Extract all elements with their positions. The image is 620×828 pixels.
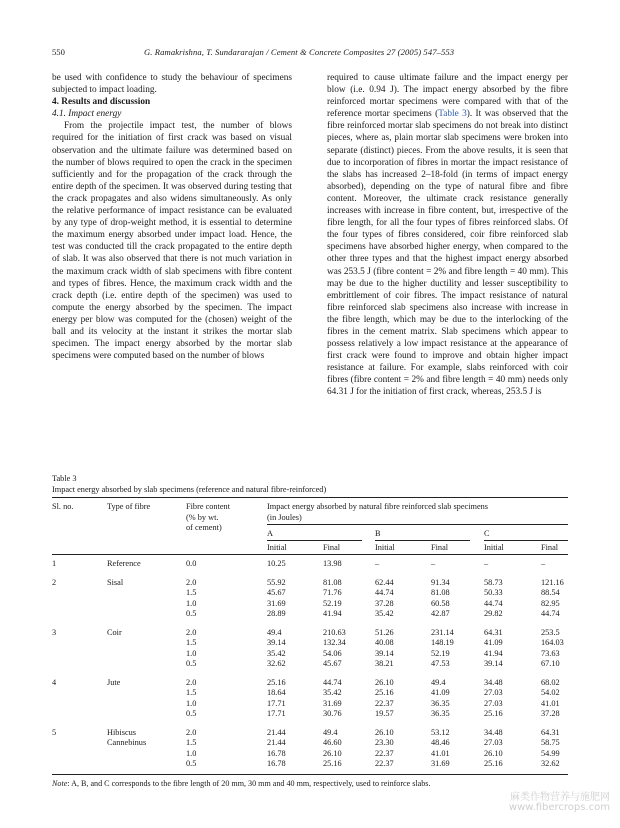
sl-no-cell: 3 (52, 627, 57, 637)
table-cell: 26.10 (375, 677, 394, 687)
table-cell: 27.03 (484, 698, 503, 708)
table-cell: 52.19 (431, 648, 450, 658)
header-rule-a (267, 540, 362, 541)
table-cell: 62.44 (375, 577, 394, 587)
header-rule-energy (267, 524, 568, 525)
table-cell: 27.03 (484, 738, 503, 747)
results-text-part1: required to cause ultimate failure and the impact energy per blow (i.e. 0.94 J). The impact energy absorbed by the fibre reinforced mortar specimens were compared with that of the reference mortar specimens ( (327, 73, 568, 120)
table-cell: 48.46 (431, 738, 450, 747)
table-cell: 73.63 (541, 648, 560, 658)
col-header-group-a: A (267, 529, 273, 538)
table-cell: 1.5 (186, 688, 197, 697)
watermark-cn: 麻类作物营养与施肥网 (510, 792, 610, 803)
col-header-energy-2: (in Joules) (267, 512, 302, 522)
table-cell: 36.35 (431, 698, 450, 708)
table-cell: 26.10 (323, 748, 342, 758)
header-rule-b (375, 540, 470, 541)
col-header-content-2: (% by wt. (186, 512, 219, 522)
table-cell: – (541, 559, 546, 568)
table-cell: – (375, 559, 380, 568)
table-cell: 35.42 (323, 688, 342, 697)
table-cell: 31.69 (323, 698, 342, 708)
table-cell: 81.08 (431, 588, 450, 597)
table-cell: 41.94 (323, 609, 342, 618)
header-rule-c (484, 540, 568, 541)
watermark-url: www.fibercrops.com (508, 802, 610, 813)
table-cell: 31.69 (431, 759, 450, 768)
table-cell: 41.09 (484, 638, 503, 647)
fibre-type-cell: Sisal (107, 577, 124, 587)
table-cell: 2.0 (186, 577, 197, 587)
page-number: 550 (52, 47, 65, 57)
col-header-a-initial: Initial (267, 543, 287, 552)
table-cell: 0.5 (186, 659, 197, 668)
table-cell: 41.94 (484, 648, 503, 658)
impact-energy-paragraph: From the projectile impact test, the number of blows required for the initiation of first crack was based on visual observation and the ultimate failure was determined based on the number of blows required to open the crack in the specimen sufficiently and for the propagation of the crack through the entire depth of the specimen. It was observed during testing that the crack propagates and also widens simultaneously. As only the relative performance of impact resistance can be evaluated by any type of drop-weight method, it is essential to determine the maximum energy absorbed under impact load. Hence, the test was conducted till the crack propagated to the entire depth of slab. It was also observed that there is not much variation in the maximum crack width of slab specimens with fibre content and types of fibres. Hence, the maximum crack width and the crack depth (i.e. entire depth of the specimen) was used to compute the energy absorbed by the specimen. The impact energy per blow was computed for the (chosen) weight of the ball and its velocity at the instant it strikes the mortar slab specimen. The impact energy absorbed by the mortar slab specimens were computed based on the number of blows (52, 121, 292, 362)
table-cell: 35.42 (267, 648, 286, 658)
sl-no-cell: 2 (52, 577, 57, 587)
table-cell: 67.10 (541, 659, 560, 668)
table-cell: 16.78 (267, 748, 286, 758)
table-cell: 49.4 (431, 677, 446, 687)
table-cell: 58.75 (541, 738, 560, 747)
table-cell: 41.09 (431, 688, 450, 697)
intro-paragraph: be used with confidence to study the behaviour of specimens subjected to impact loading. (52, 73, 292, 96)
table-cell: 39.14 (375, 648, 394, 658)
table-cell: 253.5 (541, 627, 560, 637)
table-cell: 16.78 (267, 759, 286, 768)
table-cell: 32.62 (541, 759, 560, 768)
results-paragraph (327, 72, 568, 399)
table-cell: 148.19 (431, 638, 454, 647)
table-cell: 36.35 (431, 709, 450, 718)
table-3 (52, 473, 568, 788)
table-cell: 44.74 (375, 588, 394, 597)
table-cell: 25.16 (323, 759, 342, 768)
table-cell: 46.60 (323, 738, 342, 747)
col-header-content-3: of cement) (186, 523, 222, 532)
table-cell: 44.74 (323, 677, 342, 687)
table-cell: 71.76 (323, 588, 342, 597)
table-cell: 35.42 (375, 609, 394, 618)
table-cell: 53.12 (431, 727, 450, 737)
col-header-c-final: Final (541, 543, 559, 552)
table-cell: 1.0 (186, 648, 197, 658)
header-bottom-rule (52, 554, 568, 555)
table-cell: 30.76 (323, 709, 342, 718)
table-cell: 50.33 (484, 588, 503, 597)
table-cell: 37.28 (541, 709, 560, 718)
fibre-type-cell: Coir (107, 627, 122, 637)
note-label: Note (52, 778, 68, 788)
table-cell: 34.48 (484, 677, 503, 687)
col-header-content-1: Fibre content (186, 502, 231, 511)
table-cell: 22.37 (375, 759, 394, 768)
col-header-c-initial: Initial (484, 543, 504, 552)
table-cell: 25.16 (484, 709, 503, 718)
table-3-link[interactable]: Table 3 (438, 109, 467, 120)
table-cell: 31.69 (267, 598, 286, 608)
page-header (52, 47, 568, 59)
fibre-type-cell: Hibiscus (107, 727, 137, 737)
table-cell: 25.16 (267, 677, 286, 687)
table-cell: 47.53 (431, 659, 450, 668)
table-cell: 44.74 (484, 598, 503, 608)
subsection-heading: 4.1. Impact energy (52, 109, 122, 120)
table-cell: 1.0 (186, 748, 197, 758)
section-heading: 4. Results and discussion (52, 97, 151, 108)
table-cell: 2.0 (186, 727, 197, 737)
table-cell: 32.62 (267, 659, 286, 668)
table-cell: 64.31 (541, 727, 560, 737)
table-cell: 25.16 (375, 688, 394, 697)
table-cell: 1.0 (186, 698, 197, 708)
running-title: G. Ramakrishna, T. Sundararajan / Cement & Concrete Composites 27 (2005) 547–553 (144, 47, 455, 57)
table-cell: 49.4 (267, 627, 282, 637)
left-column (52, 72, 292, 362)
sl-no-cell: 1 (52, 559, 57, 568)
table-cell: 0.0 (186, 559, 197, 568)
table-cell: 54.06 (323, 648, 342, 658)
table-cell: 51.26 (375, 627, 394, 637)
col-header-b-final: Final (431, 543, 449, 552)
table-cell: 39.14 (267, 638, 286, 647)
col-header-sl-no: Sl. no. (52, 502, 74, 511)
fibre-type-cell: Cannebinus (107, 738, 147, 747)
table-cell: 22.37 (375, 748, 394, 758)
table-cell: 37.28 (375, 598, 394, 608)
table-cell: 21.44 (267, 738, 286, 747)
col-header-a-final: Final (323, 543, 341, 552)
col-header-energy-1: Impact energy absorbed by natural fibre reinforced slab specimens (267, 502, 489, 511)
table-cell: – (484, 559, 489, 568)
table-cell: 132.34 (323, 638, 346, 647)
table-cell: 88.54 (541, 588, 560, 597)
table-cell: 52.19 (323, 598, 342, 608)
table-cell: 0.5 (186, 759, 197, 768)
table-cell: 49.4 (323, 727, 338, 737)
table-cell: 2.0 (186, 627, 197, 637)
table-cell: 39.14 (484, 659, 503, 668)
table-bottom-rule (52, 774, 568, 775)
table-cell: 41.01 (431, 748, 450, 758)
table-cell: 17.71 (267, 709, 286, 718)
table-cell: 2.0 (186, 677, 197, 687)
table-cell: 21.44 (267, 727, 286, 737)
table-cell: 45.67 (267, 588, 286, 597)
table-cell: 82.95 (541, 598, 560, 608)
note-text: : A, B, and C corresponds to the fibre length of 20 mm, 30 mm and 40 mm, respectively, used to reinforce slabs. (67, 778, 431, 788)
table-cell: 45.67 (323, 659, 342, 668)
table-cell: 26.10 (375, 727, 394, 737)
col-header-type: Type of fibre (107, 502, 151, 511)
fibre-type-cell: Reference (107, 559, 141, 568)
table-label: Table 3 (52, 474, 77, 483)
table-cell: 121.16 (541, 577, 564, 587)
table-cell: 29.82 (484, 609, 503, 618)
table-cell: 25.16 (484, 759, 503, 768)
col-header-group-c: C (484, 529, 490, 538)
table-cell: 26.10 (484, 748, 503, 758)
table-cell: 1.5 (186, 588, 197, 597)
table-cell: 1.5 (186, 638, 197, 647)
table-cell: 19.57 (375, 709, 394, 718)
table-cell: 64.31 (484, 627, 503, 637)
table-cell: 28.89 (267, 609, 286, 618)
table-caption: Impact energy absorbed by slab specimens (reference and natural fibre-reinforced) (52, 485, 327, 494)
table-cell: 42.87 (431, 609, 450, 618)
results-text-part2: ). It was observed that the fibre reinforced mortar slab specimens do not break into distinct pieces, where as, plain mortar slab specimens were broken into separate (distinct) pieces. From the above results, it is seen that due to incorporation of fibres in mortar the impact resistance of the slabs has increased 2–18-fold (in terms of impact energy absorbed), depending on the type of natural fibre and fibre content. Moreover, the ultimate crack resistance generally increases with increase in fibre content, but, irrespective of the fibre length, for all the four types of fibres reinforced slabs. Of the four types of fibres considered, coir fibre reinforced slab specimens have absorbed higher energy, when compared to the other three types and that the highest impact energy absorbed was 253.5 J (fibre content = 2% and fibre length = 40 mm). This may be due to the higher ductility and lesser susceptibility to embrittlement of coir fibres. The impact resistance of natural fibre reinforced slab specimens also increase with increase in the fibre length, which may be due to the interlocking of the fibres in the cement matrix. Slab specimens which appear to possess relatively a low impact resistance at the appearance of first crack were found to improve and obtain higher impact resistance at failure. For example, slabs reinforced with coir fibres (fibre content = 2% and fibre length = 40 mm) needs only 64.31 J for the initiation of first crack, whereas, 253.5 J is (327, 109, 568, 398)
table-cell: 23.30 (375, 738, 394, 747)
table-cell: 34.48 (484, 727, 503, 737)
table-cell: 54.02 (541, 688, 560, 697)
table-cell: 17.71 (267, 698, 286, 708)
table-cell: 58.73 (484, 577, 503, 587)
table-cell: 68.02 (541, 677, 560, 687)
table-top-rule (52, 497, 568, 498)
right-column (327, 72, 568, 399)
table-cell: 210.63 (323, 627, 346, 637)
table-cell: 10.25 (267, 559, 286, 568)
table-cell: 54.99 (541, 748, 560, 758)
table-note (52, 779, 430, 788)
table-cell: 91.34 (431, 577, 450, 587)
fibre-type-cell: Jute (107, 677, 121, 687)
table-cell: 38.21 (375, 659, 394, 668)
table-cell: 81.08 (323, 577, 342, 587)
table-cell: – (431, 559, 436, 568)
table-cell: 18.64 (267, 688, 286, 697)
table-cell: 0.5 (186, 709, 197, 718)
table-cell: 0.5 (186, 609, 197, 618)
table-cell: 1.0 (186, 598, 197, 608)
table-cell: 13.98 (323, 559, 342, 568)
col-header-group-b: B (375, 529, 381, 538)
table-cell: 1.5 (186, 738, 197, 747)
table-cell: 22.37 (375, 698, 394, 708)
table-cell: 231.14 (431, 627, 454, 637)
table-cell: 40.08 (375, 638, 394, 647)
sl-no-cell: 4 (52, 677, 57, 687)
col-header-b-initial: Initial (375, 543, 395, 552)
table-cell: 60.58 (431, 598, 450, 608)
table-cell: 164.03 (541, 638, 564, 647)
table-cell: 41.01 (541, 698, 560, 708)
table-cell: 55.92 (267, 577, 286, 587)
sl-no-cell: 5 (52, 727, 57, 737)
table-cell: 27.03 (484, 688, 503, 697)
table-cell: 44.74 (541, 609, 560, 618)
